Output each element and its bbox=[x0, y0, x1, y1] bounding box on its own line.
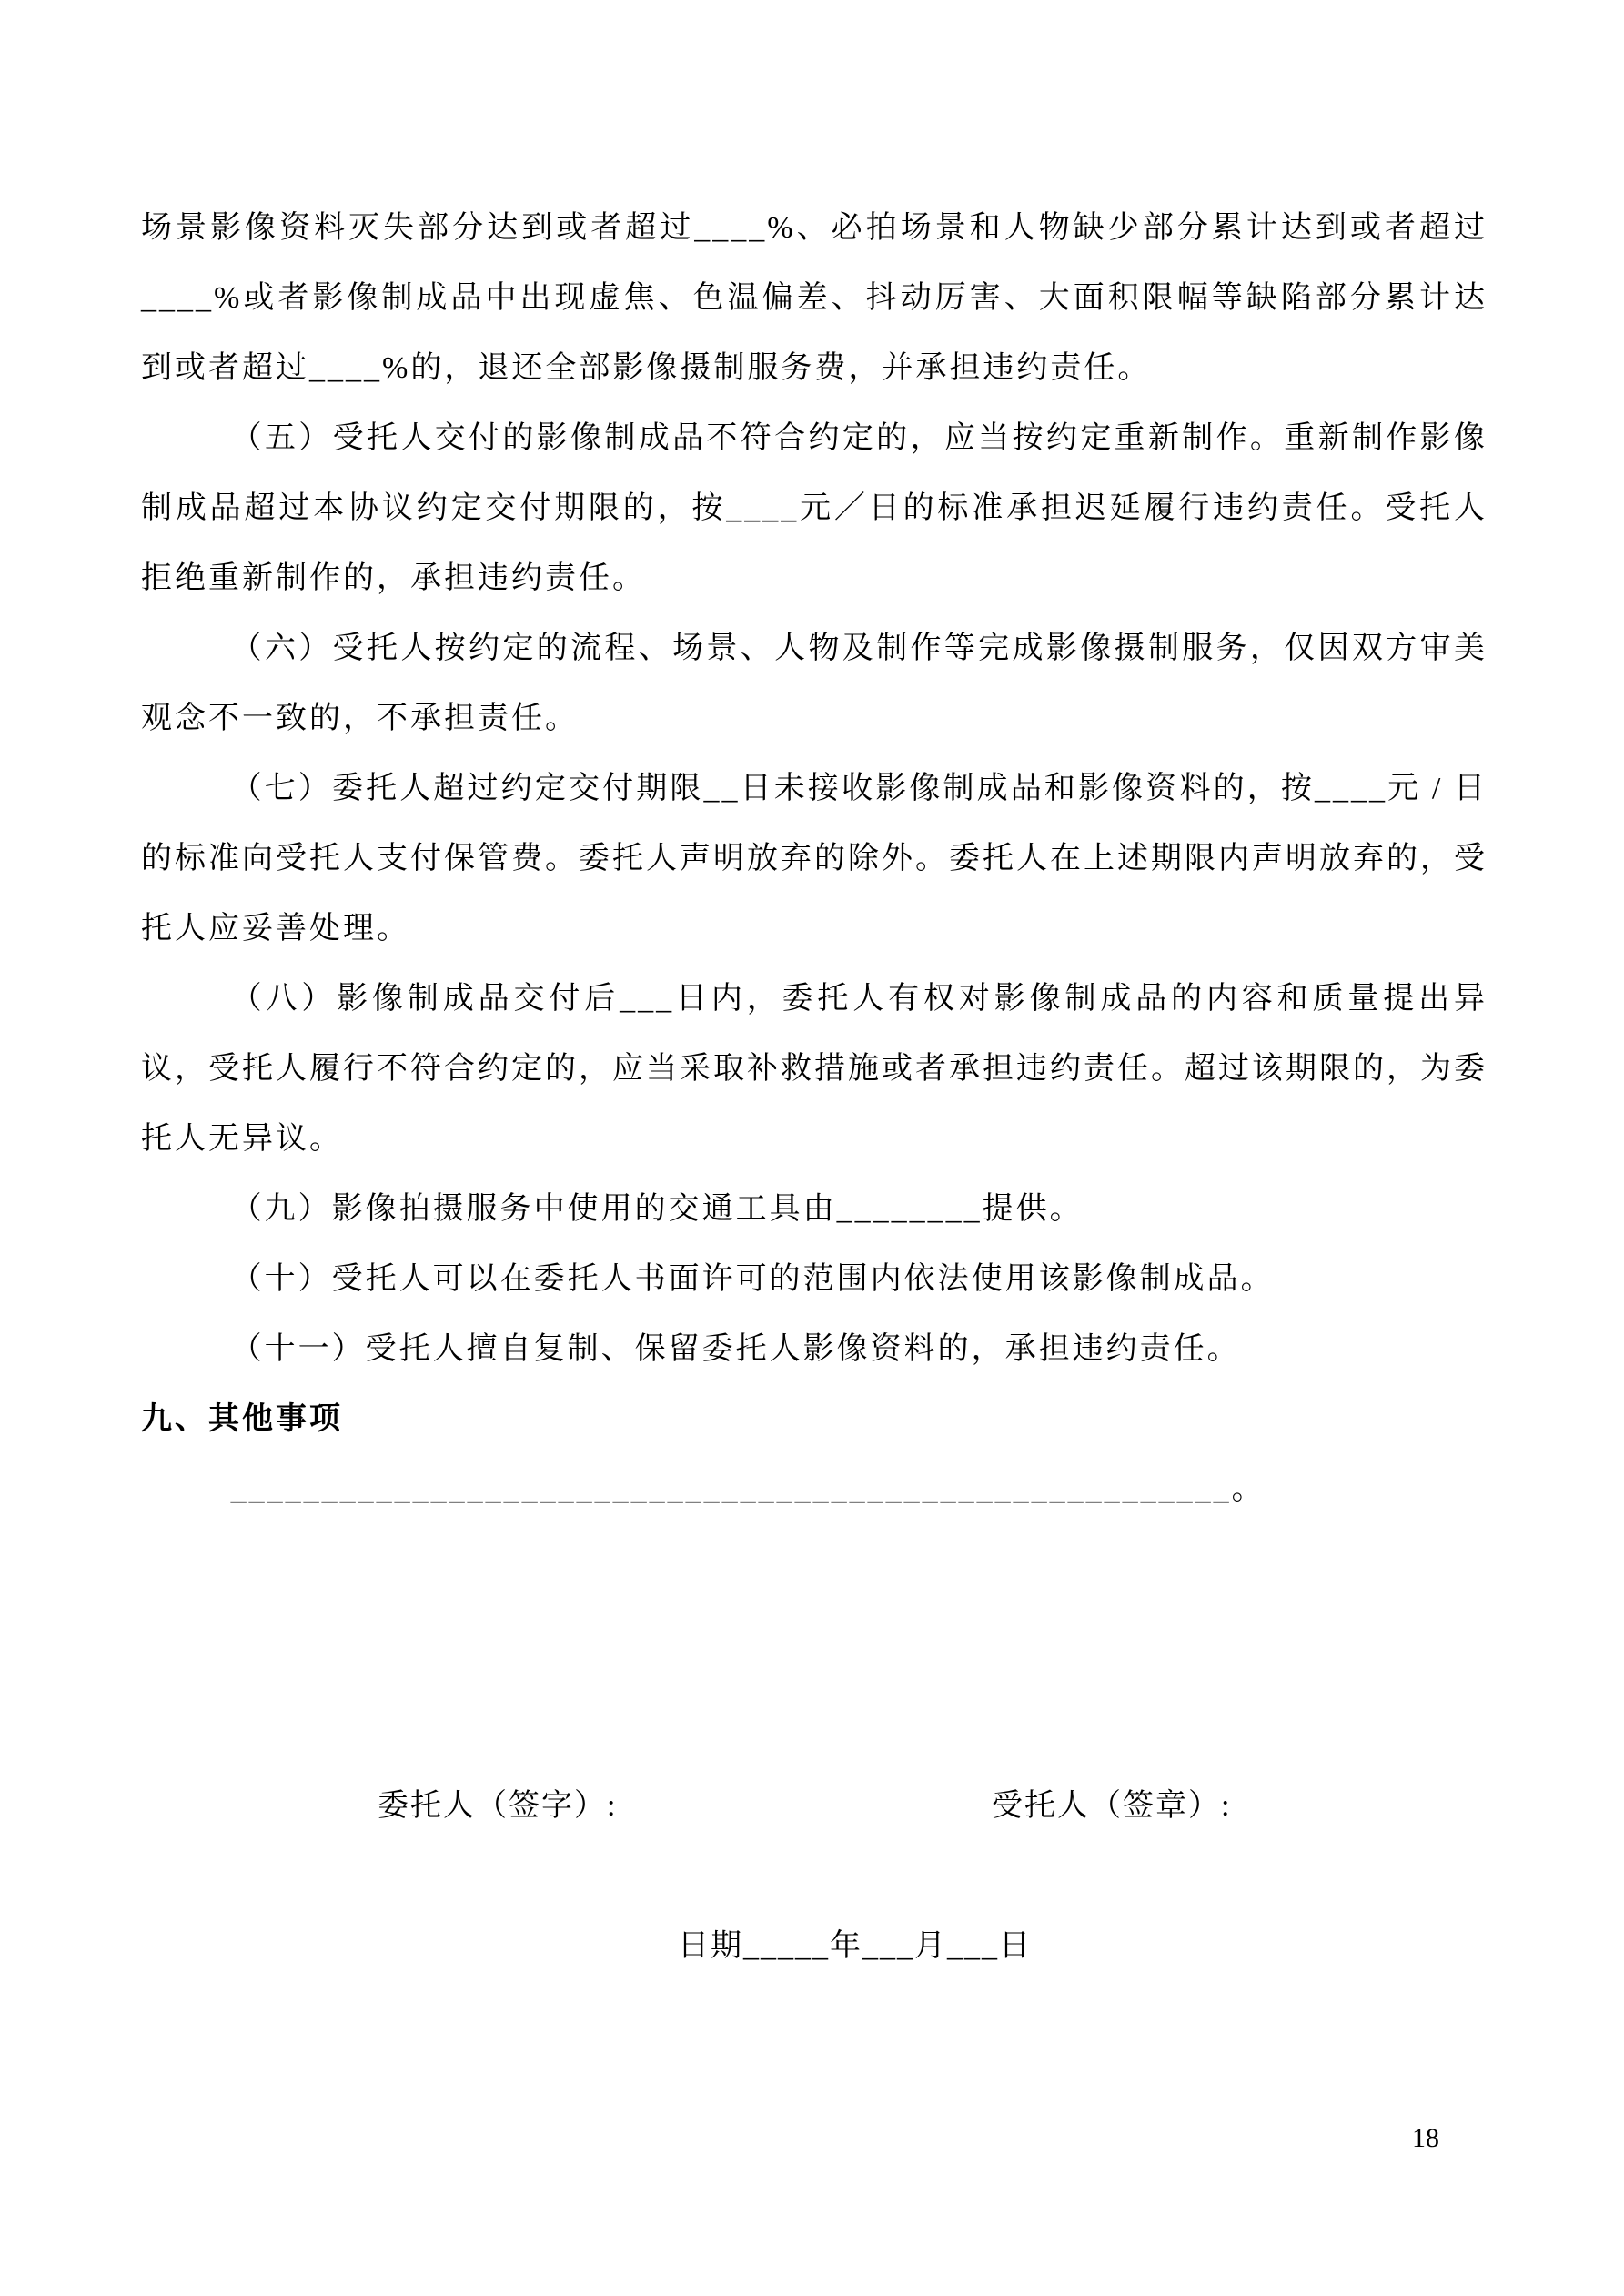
paragraph-clause-6-aesthetics: （六）受托人按约定的流程、场景、人物及制作等完成影像摄制服务，仅因双方审美观念不一致的，不承担责任。 bbox=[141, 632, 1488, 735]
paragraph-media-loss-penalty: 场景影像资料灭失部分达到或者超过____%、必拍场景和人物缺少部分累计达到或者超过____%或者影像制成品中出现虚焦、色温偏差、抖动厉害、大面积限幅等缺陷部分累计达到或者超过____%的，退还全部影像摄制服务费，并承担违约责任。 bbox=[141, 211, 1488, 385]
paragraph-clause-5-remake: （五）受托人交付的影像制成品不符合约定的，应当按约定重新制作。重新制作影像制成品超过本协议约定交付期限的，按____元／日的标准承担迟延履行违约责任。受托人拒绝重新制作的，承担违约责任。 bbox=[141, 421, 1488, 595]
contract-body bbox=[141, 193, 1488, 1524]
paragraph-clause-11-unauthorized-copy: （十一）受托人擅自复制、保留委托人影像资料的，承担违约责任。 bbox=[230, 1332, 1241, 1366]
page-number: 18 bbox=[1412, 2123, 1439, 2153]
paragraph-clause-10-usage-permission: （十）受托人可以在委托人书面许可的范围内依法使用该影像制成品。 bbox=[230, 1262, 1275, 1296]
paragraph-clause-9-transport: （九）影像拍摄服务中使用的交通工具由________提供。 bbox=[230, 1192, 1084, 1226]
paragraph-clause-8-objection-period: （八）影像制成品交付后___日内，委托人有权对影像制成品的内容和质量提出异议，受托人履行不符合约定的，应当采取补救措施或者承担违约责任。超过该期限的，为委托人无异议。 bbox=[141, 982, 1488, 1156]
section-heading-other-matters: 九、其他事项 bbox=[141, 1402, 343, 1436]
trustee-signature-label: 受托人（签章）: bbox=[992, 1789, 1232, 1823]
date-fill-in-line: 日期_____年___月___日 bbox=[678, 1929, 1032, 1963]
paragraph-clause-7-storage-fee: （七）委托人超过约定交付期限__日未接收影像制成品和影像资料的，按____元 / 日的标准向受托人支付保管费。委托人声明放弃的除外。委托人在上述期限内声明放弃的，受托人应妥善处理。 bbox=[141, 772, 1488, 946]
client-signature-label: 委托人（签字）: bbox=[378, 1789, 618, 1823]
other-matters-blank-line: _______________________________________________________。 bbox=[230, 1472, 1266, 1506]
